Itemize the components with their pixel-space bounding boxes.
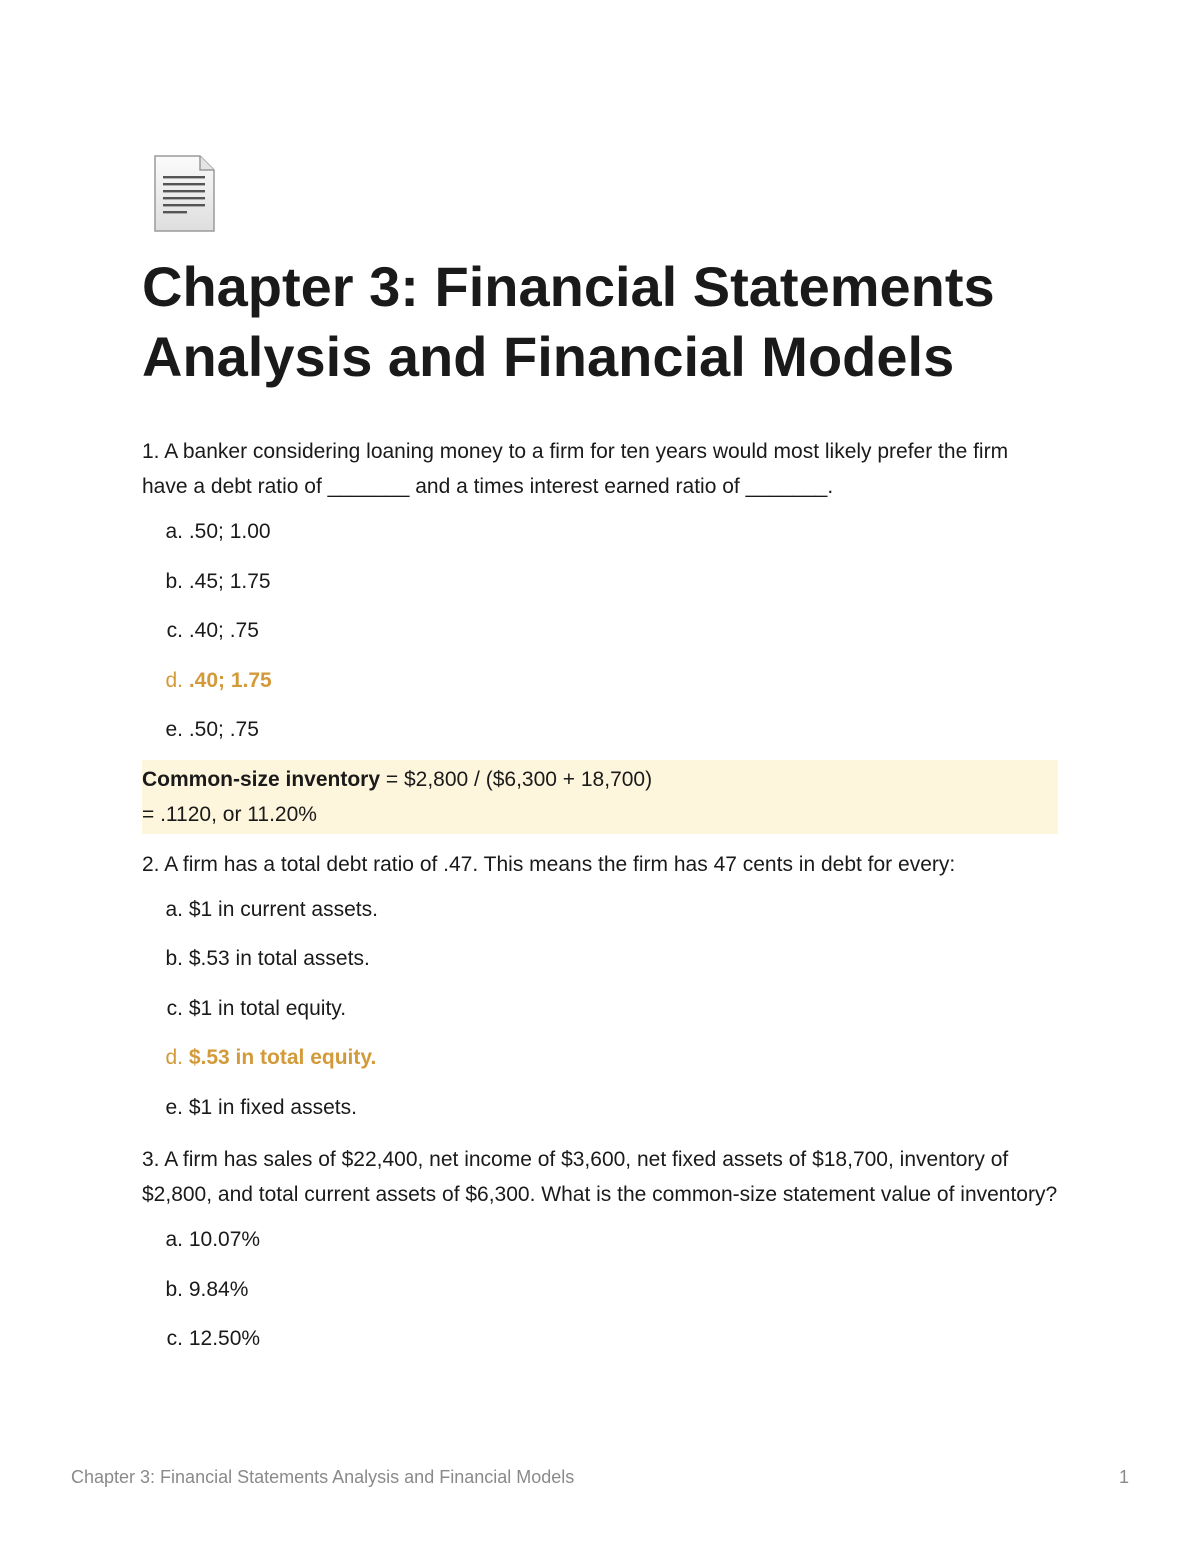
document-icon xyxy=(152,154,216,234)
explanation-note xyxy=(142,760,1058,834)
option-text: 9.84% xyxy=(188,1277,249,1301)
question-2-text: 2. A firm has a total debt ratio of .47. This means the firm has 47 cents in debt for every: xyxy=(142,852,956,876)
question-3-options xyxy=(142,1225,1058,1354)
option-3b[interactable] xyxy=(142,1275,1058,1305)
question-list xyxy=(142,434,1058,1374)
option-letter: d. xyxy=(165,1046,183,1069)
option-text: $.53 in total equity. xyxy=(188,1046,377,1069)
option-letter: c. xyxy=(166,996,183,1020)
footer-page-number: 1 xyxy=(1118,1467,1129,1487)
option-letter: a. xyxy=(165,520,183,543)
question-1-options xyxy=(142,517,1058,745)
question-3-text: 3. A firm has sales of $22,400, net income of $3,600, net fixed assets of $18,700, inventory of $2,800, and total current assets of $6,300. What is the common-size statement value of inventory? xyxy=(142,1148,1058,1206)
note-label: Common-size inventory xyxy=(142,767,381,791)
option-1a[interactable] xyxy=(142,517,1058,547)
note-line-2: = .1120, or 11.20% xyxy=(142,802,317,826)
option-2e[interactable] xyxy=(142,1093,1058,1123)
option-letter: b. xyxy=(165,569,183,593)
option-1c[interactable] xyxy=(142,616,1058,646)
option-letter: b. xyxy=(165,947,183,970)
option-letter: e. xyxy=(165,718,183,741)
option-text: $.53 in total assets. xyxy=(188,947,370,970)
option-letter: c. xyxy=(166,1327,183,1350)
page-title: Chapter 3: Financial Statements Analysis and Financial Models xyxy=(142,255,995,388)
option-letter: c. xyxy=(166,619,183,642)
footer-title: Chapter 3: Financial Statements Analysis and Financial Models xyxy=(71,1467,575,1487)
option-letter: d. xyxy=(165,668,183,692)
option-letter: a. xyxy=(165,897,183,921)
option-2c[interactable] xyxy=(142,994,1058,1024)
option-3a[interactable] xyxy=(142,1225,1058,1255)
option-text: $1 in current assets. xyxy=(188,897,378,921)
option-text: .45; 1.75 xyxy=(188,569,271,593)
option-1e[interactable] xyxy=(142,715,1058,745)
question-1-text: 1. A banker considering loaning money to a firm for ten years would most likely prefer the firm have a debt ratio of _______ and a times interest earned ratio of _______. xyxy=(142,440,1009,498)
option-3c[interactable] xyxy=(142,1324,1058,1354)
option-2a[interactable] xyxy=(142,895,1058,925)
option-letter: b. xyxy=(165,1277,183,1301)
option-text: .40; .75 xyxy=(188,619,259,642)
option-text: .50; 1.00 xyxy=(188,520,271,543)
option-text: .40; 1.75 xyxy=(188,668,272,692)
option-text: 10.07% xyxy=(188,1228,261,1251)
note-formula: = $2,800 / ($6,300 + 18,700) xyxy=(380,767,653,791)
option-text: 12.50% xyxy=(188,1327,261,1350)
option-letter: a. xyxy=(165,1228,183,1251)
option-2d-correct[interactable] xyxy=(142,1043,1058,1073)
option-letter: e. xyxy=(165,1095,183,1119)
option-2b[interactable] xyxy=(142,944,1058,974)
option-1d-correct[interactable] xyxy=(142,666,1058,696)
option-1b[interactable] xyxy=(142,567,1058,597)
question-2-options xyxy=(142,895,1058,1123)
note-line-1 xyxy=(142,762,1058,797)
option-text: $1 in total equity. xyxy=(188,996,347,1020)
option-text: .50; .75 xyxy=(188,718,259,741)
option-text: $1 in fixed assets. xyxy=(188,1095,357,1119)
